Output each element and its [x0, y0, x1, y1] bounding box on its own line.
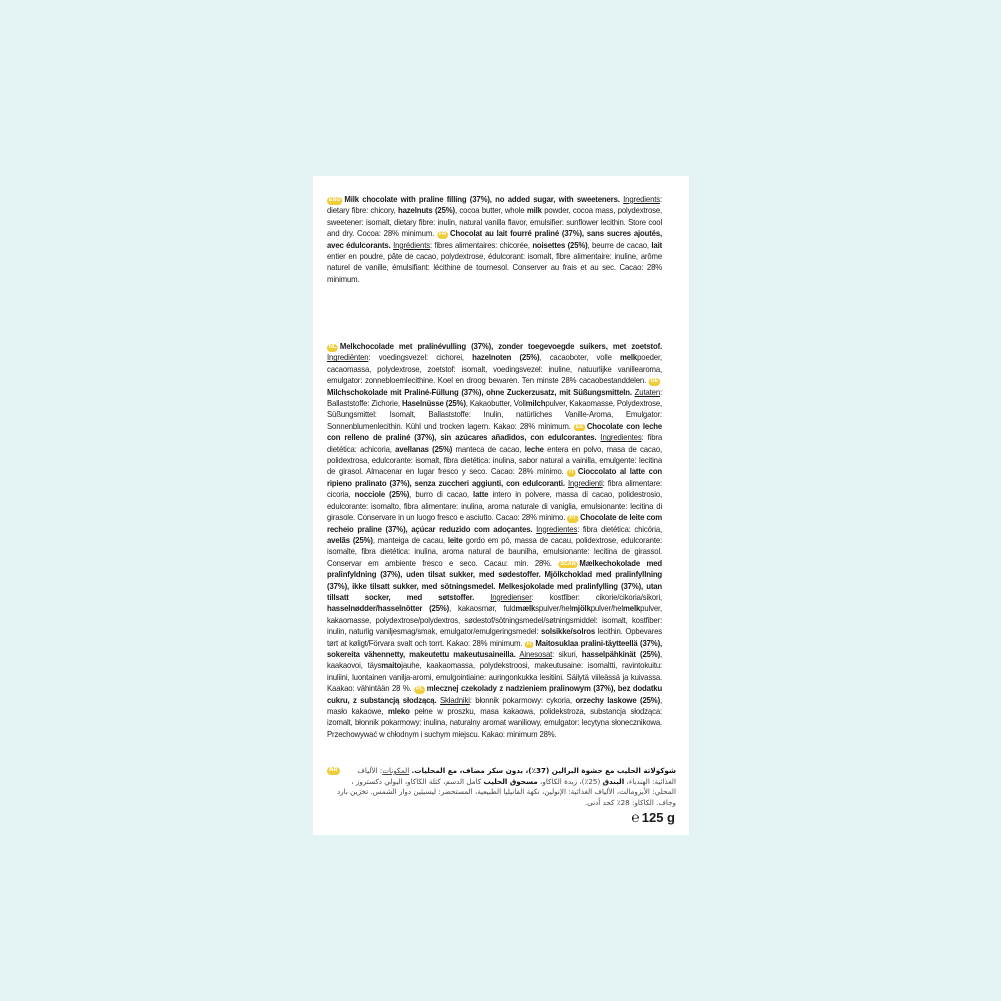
allergen-scan-2: mælk [515, 604, 536, 614]
text-it-2: , burro di cacao, [409, 490, 474, 500]
text-scan-5: pulver, kakaomasse, polydextrose/polydextros, sødestof/sötningsmedel/søtningsmiddel: isomalt, kostfiber: inulin, naturlig vaniljesmag/smak, emulgator/emulgeringsmedel: [327, 604, 663, 637]
lang-badge-fr: FR [438, 231, 447, 238]
lang-badge-scan: SCAN [560, 560, 576, 567]
allergen-fr-2: lait [651, 240, 663, 250]
allergen-nl-2: melk [619, 353, 638, 363]
text-nl-2: , cacaoboter, volle [539, 353, 620, 363]
title-ar: شوكولاتة الحليب مع حشوة البرالين (37٪)، بدون سكر مضاف، مع المحليات. [411, 766, 676, 775]
product-label-panel [313, 176, 689, 835]
allergen-en-1: hazelnuts (25%) [398, 206, 455, 216]
allergen-scan-5: solsikke/solros [541, 627, 596, 637]
title-es: Chocolate con leche con relleno de praliné (37%), sin azúcares añadidos, con edulcorantes. [327, 421, 663, 443]
allergen-pt-1: avelãs (25%) [327, 535, 373, 545]
lang-badge-pl: PL [416, 686, 423, 693]
ingredients-heading-es: Ingredientes [600, 433, 642, 443]
text-fr-3: entier en poudre, pâte de cacao, polydextrose, édulcorant: isomalt, fibre alimentaire: inuline, arôme naturel de vanille, émulsifiant: lécithine de tournesol. Conserver au frais et au sec. Cacao: 28% minimum. [327, 252, 663, 284]
allergen-de-2: milch [525, 399, 546, 409]
ingredients-heading-fr: Ingrédients [393, 240, 430, 250]
net-weight-value: 125 g [641, 810, 675, 825]
text-nl-1: : voedingsvezel: cichorei, [368, 353, 473, 363]
title-it: Cioccolato al latte con ripieno pralinato (37%), senza zuccheri aggiunti, con edulcoranti. [327, 467, 663, 488]
text-pt-3: gordo em pó, massa de cacau, polidextrose, edulcorante: isomalte, fibra dietética: inulina, aroma natural de baunilha, emulsionante: lecitina de girassol. Conservar em ambiente fresco e seco. Cacau: min. 28%. [327, 535, 663, 568]
allergen-pt-2: leite [447, 535, 463, 545]
text-en-2: , cocoa butter, whole [454, 206, 527, 216]
ingredients-heading-de: Zutaten [634, 387, 661, 397]
title-pt: Chocolate de leite com recheio praline (37%), açúcar reduzido com adoçantes. [327, 513, 663, 534]
text-fi-3: jauhe, kaakaomassa, polydekstroosi, makeutusaine: isomaltti, ravintokuitu: inuliini, luontainen vanilja-aromi, emulgointiaine: auringonkukka lesitiini. Säilytä viileässä ja kuivassa. Kaakao: vähintään 28 %. [327, 661, 663, 694]
text-es-1: : fibra dietética: achicoria, [327, 433, 663, 454]
text-de-1: : Ballaststoffe: Zichorie, [327, 387, 663, 409]
estimated-sign-icon: ℮ [631, 809, 640, 825]
text-scan-3: spulver/hel [535, 604, 572, 614]
text-it-3: intero in polvere, massa di cacao, polidestrosio, edulcorante: isomalto, fibra alimentare: inulina, aroma naturale di vaniglia, emulsionante: lecitina di girasole. Conservare in un luogo fresco e asciutto. Cacao: 28% minimo. [327, 490, 663, 523]
text-pt-1: : fibra dietética: chicória, [577, 524, 663, 534]
text-scan-6: lecithin. Opbevares tørt at køligt/Förvara svalt och torrt. Kakao: 28% minimum. [327, 627, 663, 648]
lang-badge-it: IT [569, 469, 575, 476]
allergen-ar-1: البندق [602, 776, 625, 786]
ingredients-block-main [327, 341, 662, 740]
allergen-de-1: Haselnüsse (25%) [401, 399, 466, 409]
text-ar-2: (25٪)، زبدة الكاكاو، [537, 776, 603, 786]
text-nl-3: poeder, cacaomassa, polydextrose, zoetstof: isomalt, voedingsvezel: inuline, natuurlijke vanillearoma, emulgator: zonnebloemlecithine. Koel en droog bewaren. Ten minste 28% cacaobestanddelen. [327, 353, 663, 386]
allergen-it-1: nocciole (25%) [354, 490, 410, 500]
ingredients-block-arabic [327, 766, 676, 808]
ingredients-heading-ar: المكونات [382, 766, 410, 775]
ingredients-heading-fi: Ainesosat [519, 649, 553, 659]
text-de-3: pulver, Kakaomasse, Polydextrose, Süßungsmittel: Isomalt, Ballaststoffe: Inulin, natürliches Vanille-Aroma, Emulgator: Sonnenblumenlecithin. Kühl und trocken lagern. Kakao: 28% minimum. [327, 399, 663, 431]
allergen-scan-4: melk [623, 604, 641, 614]
text-fi-1: : sikuri, [552, 649, 582, 659]
lang-badge-es: ES [575, 423, 584, 430]
text-scan-1: : kostfiber: cikorie/cikoria/sikori, [531, 592, 663, 602]
text-en-1: : dietary fibre: chicory, [327, 195, 663, 216]
text-ar-1: : الألياف الغذائية: الهندباء، [357, 766, 676, 786]
text-de-2: , Kakaobutter, Voll [465, 399, 526, 409]
allergen-en-2: milk [526, 206, 542, 216]
allergen-pl-2: mleko [387, 707, 410, 716]
ingredients-heading-pl: Składniki [439, 695, 470, 705]
allergen-nl-1: hazelnoten (25%) [472, 353, 540, 363]
title-pl: mlecznej czekolady z nadzieniem pralinowym (37%), bez dodatku cukru, z substancją słodzącą. [327, 684, 663, 705]
allergen-es-1: avellanas (25%) [395, 444, 453, 454]
allergen-scan-1: hasselnødder/hasselnötter (25%) [327, 604, 450, 614]
allergen-pl-1: orzechy laskowe (25%) [575, 695, 661, 705]
ingredients-heading-pt: Ingredientes [536, 524, 578, 534]
lang-badge-en: ENG [328, 197, 341, 203]
text-fr-1: : fibres alimentaires: chicorée, [429, 240, 533, 250]
title-en: Milk chocolate with praline filling (37%), no added sugar, with sweeteners. [344, 195, 620, 204]
net-weight [631, 809, 675, 825]
text-en-3: powder, cocoa mass, polydextrose, sweetener: isomalt, dietary fibre: inulin, natural vanilla flavor, emulsifier: sunflower lecithin. Store cool and dry. Cocoa: 28% minimum. [327, 206, 663, 239]
ingredients-heading-en: Ingredients [623, 195, 661, 204]
text-pl-2: , masło kakaowe, [327, 695, 663, 716]
text-ar-3: كامل الدسم، كتلة الكاكاو، البولي دكستروز ، المحلي: الأيزومالت، الألياف الغذائية: الإنولين، نكهة الفانيليا الطبيعية، المستحضر: ليسيثين دوار الشمس. تخزين بارد وجاف. الكاكاو: 28٪ كحد أدنى. [336, 776, 676, 807]
lang-badge-fi: FI [526, 640, 532, 647]
allergen-it-2: latte [473, 490, 489, 500]
allergen-fi-1: hasselpähkinät (25%) [581, 649, 661, 659]
lang-badge-ar: AR [329, 767, 338, 773]
allergen-fr-1: noisettes (25%) [532, 240, 588, 250]
text-it-1: : fibra alimentare: cicoria, [327, 478, 663, 500]
text-pl-3: pełne w proszku, masa kakaowa, polidekstroza, substancja słodząca: izomalt, błonnik pokarmowy: inulina, naturalny aromat waniliowy, emulgator: lecytyna słonecznikowa. Przechowywać w chłodnym i suchym miejscu. Kakao: minimum 28%. [327, 707, 663, 739]
lang-badge-nl: NL [328, 344, 337, 350]
text-pl-1: : błonnik pokarmowy: cykoria, [469, 695, 576, 705]
ingredients-heading-it: Ingredienti [567, 478, 603, 488]
text-fi-2: , kaakaovoi, täys [327, 649, 663, 671]
title-scan: Mælkechokolade med pralinfyldning (37%), uden tilsat sukker, med sødestoffer. Mjölkchoklad med pralinfyllning (37%), ikke tilsatt sukker, med sötningsmedel. Melkesjokolade med pralinfylling (37%), utan tillsatt socker, med søtstoffer. [327, 558, 663, 602]
title-fr: Chocolat au lait fourré praliné (37%), sans sucres ajoutés, avec édulcorants. [327, 229, 663, 250]
allergen-ar-2: مسحوق الحليب [483, 776, 538, 786]
allergen-es-2: leche [524, 444, 544, 454]
ingredients-heading-nl: Ingrediënten [327, 353, 369, 363]
text-scan-2: , kakaosmør, fuld [449, 604, 516, 614]
text-es-3: entera en polvo, masa de cacao, polidextrosa, edulcorante: isomalt, fibra dietética: inulina, sabor natural a vainilla, emulgente: lecitina de girasol. Almacenar en lugar fresco y seco. Cacao: 28% mínimo. [327, 444, 663, 477]
ingredients-heading-scan: Ingredienser [490, 592, 532, 602]
lang-badge-de: DE [650, 378, 659, 385]
text-pt-2: , manteiga de cacau, [372, 535, 448, 545]
title-fi: Maitosuklaa pralini-täytteellä (37%), sokereita vähennetty, makeutettu makeutusaineilla. [327, 638, 663, 659]
allergen-fi-2: maito [381, 661, 402, 671]
allergen-scan-3: mjölk [571, 604, 591, 614]
title-nl: Melkchocolade met pralinévulling (37%), zonder toegevoegde suikers, met zoetstof. [339, 342, 663, 351]
title-de: Milchschokolade mit Praliné-Füllung (37%), ohne Zuckerzusatz, mit Süßungsmitteln. [327, 387, 632, 397]
text-es-2: manteca de cacao, [452, 444, 525, 454]
text-scan-4: pulver/hel [590, 604, 624, 614]
ingredients-block-top [327, 194, 662, 285]
text-fr-2: , beurre de cacao, [587, 240, 652, 250]
lang-badge-pt: PT [569, 515, 577, 522]
